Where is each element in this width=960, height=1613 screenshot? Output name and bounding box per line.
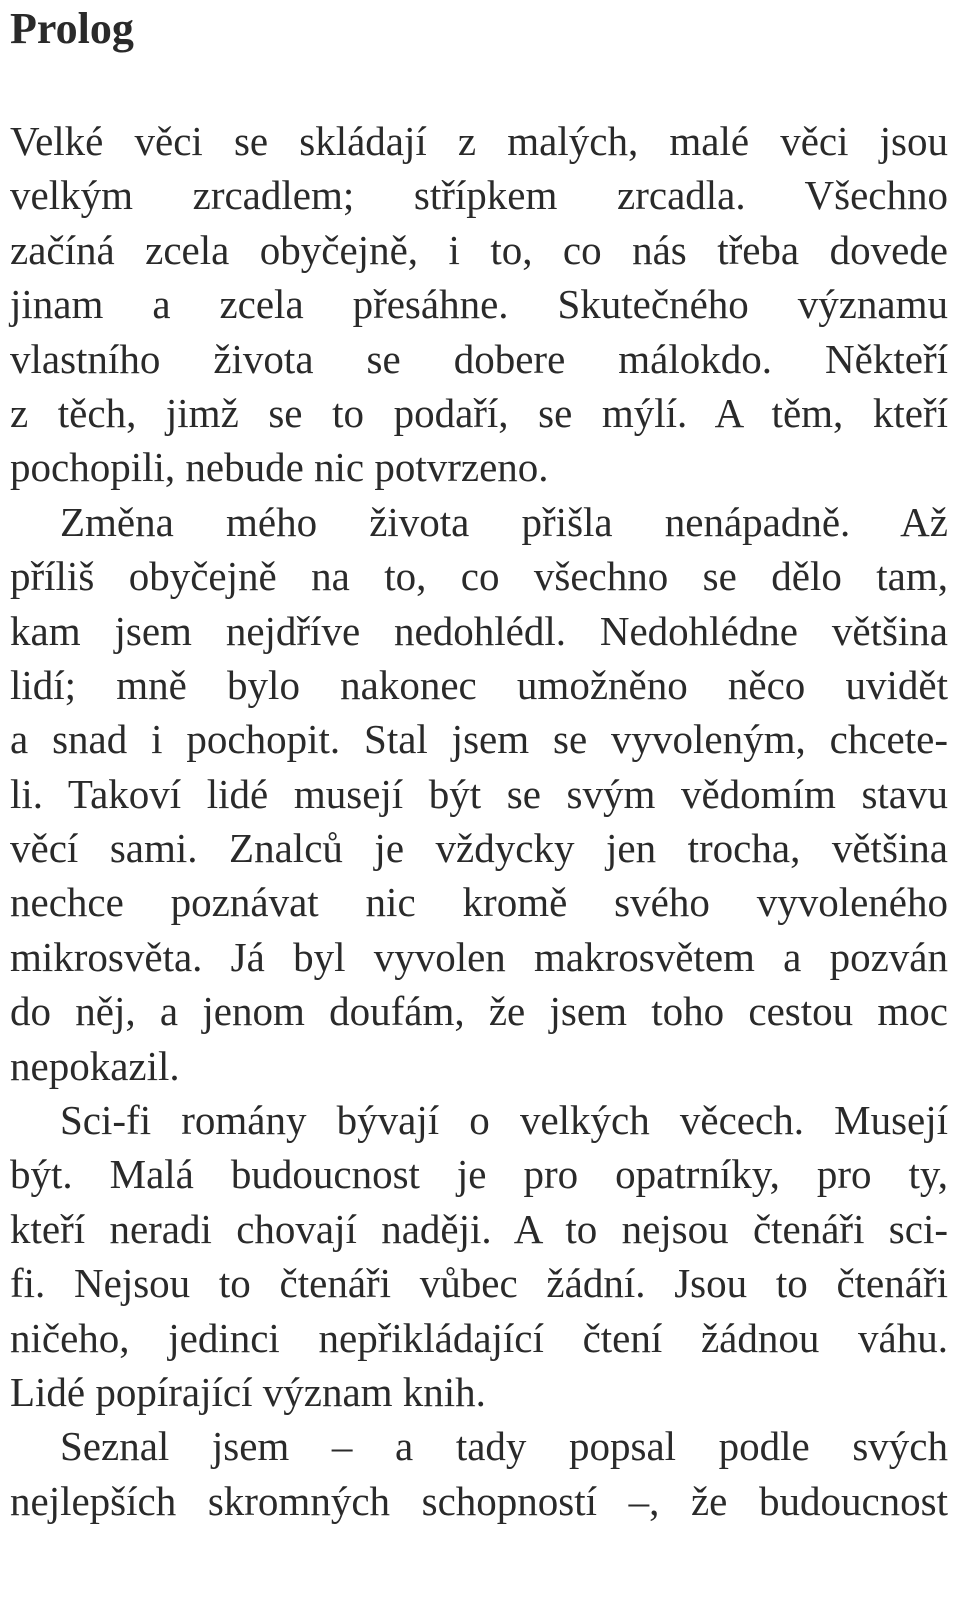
- text-line: Lidé popírající význam knih.: [10, 1368, 486, 1415]
- text-line: vlastního života se dobere málokdo. Někteří: [10, 335, 948, 382]
- text-line: lidí; mně bylo nakonec umožněno něco uvidět: [10, 661, 948, 708]
- text-line: li. Takoví lidé musejí být se svým vědomím stavu: [10, 770, 948, 817]
- text-line: do něj, a jenom doufám, že jsem toho cestou moc: [10, 988, 948, 1035]
- body-text: [10, 114, 948, 1528]
- text-line: pochopili, nebude nic potvrzeno.: [10, 444, 549, 491]
- text-line: nechce poznávat nic kromě svého vyvoleného: [10, 879, 948, 926]
- text-line: velkým zrcadlem; střípkem zrcadla. Všechno: [10, 172, 948, 219]
- text-line: ničeho, jedinci nepřikládající čtení žádnou váhu.: [10, 1314, 948, 1361]
- text-line: a snad i pochopit. Stal jsem se vyvoleným, chcete-: [10, 716, 948, 763]
- text-line: kam jsem nejdříve nedohlédl. Nedohlédne většina: [10, 607, 948, 654]
- text-line: fi. Nejsou to čtenáři vůbec žádní. Jsou to čtenáři: [10, 1260, 948, 1307]
- text-line: Velké věci se skládají z malých, malé věci jsou: [10, 118, 948, 164]
- text-line: příliš obyčejně na to, co všechno se dělo tam,: [10, 553, 948, 600]
- text-line: být. Malá budoucnost je pro opatrníky, pro ty,: [10, 1151, 948, 1198]
- text-line: Sci-fi romány bývají o velkých věcech. Musejí: [60, 1097, 948, 1144]
- text-line: nejlepších skromných schopností –, že budoucnost: [10, 1477, 948, 1524]
- text-line: mikrosvěta. Já byl vyvolen makrosvětem a pozván: [10, 933, 948, 980]
- text-line: z těch, jimž se to podaří, se mýlí. A těm, kteří: [10, 389, 948, 436]
- text-line: nepokazil.: [10, 1042, 180, 1089]
- text-line: věcí sami. Znalců je vždycky jen trocha, většina: [10, 825, 948, 872]
- text-line: Změna mého života přišla nenápadně. Až: [60, 498, 948, 545]
- chapter-heading: Prolog: [10, 4, 134, 53]
- text-line: jinam a zcela přesáhne. Skutečného významu: [10, 281, 948, 328]
- text-line: Seznal jsem – a tady popsal podle svých: [60, 1423, 948, 1470]
- text-line: kteří neradi chovají naději. A to nejsou čtenáři sci-: [10, 1205, 948, 1252]
- text-line: začíná zcela obyčejně, i to, co nás třeba dovede: [10, 226, 948, 273]
